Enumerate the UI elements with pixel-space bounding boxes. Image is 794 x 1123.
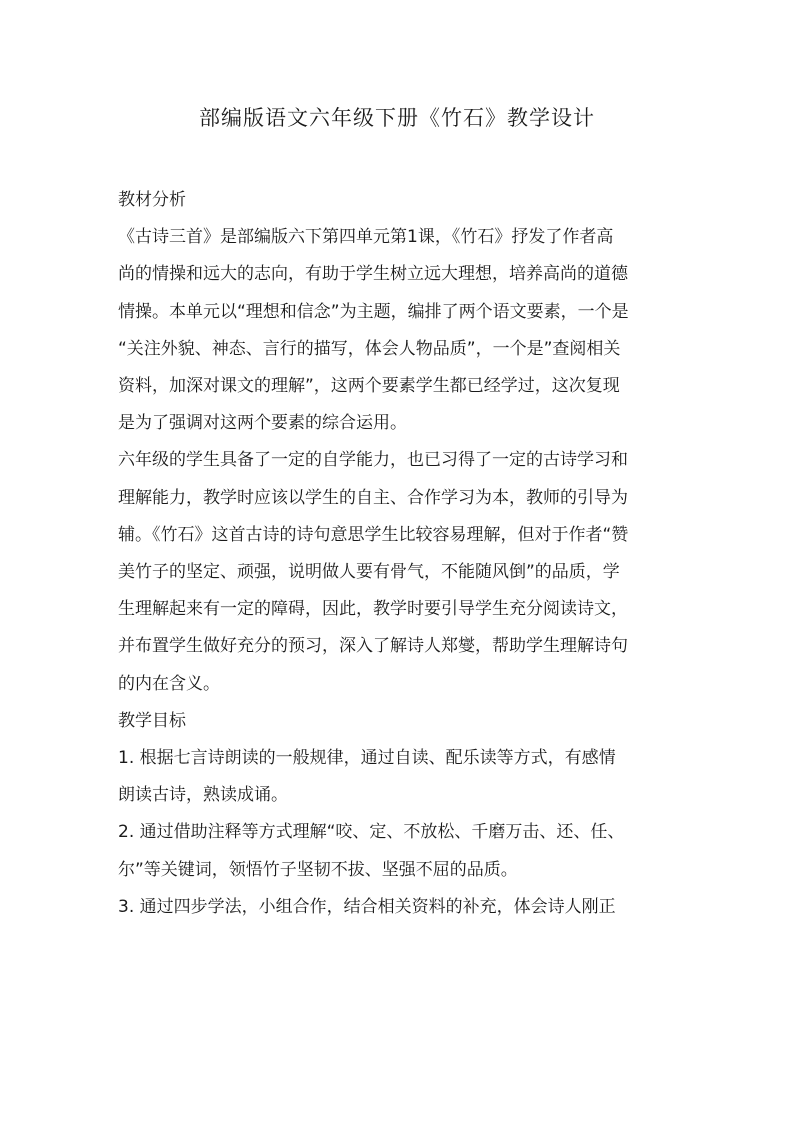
objective-item-1 bbox=[118, 740, 688, 814]
text-line: “关注外貌、神态、言行的描写，体会人物品质”，一个是”查阅相关 bbox=[118, 338, 621, 359]
text-line: 并布置学生做好充分的预习，深入了解诗人郑燮，帮助学生理解诗句 bbox=[118, 636, 628, 657]
text-line: 辅。《竹石》这首古诗的诗句意思学生比较容易理解，但对于作者“赞 bbox=[118, 524, 629, 545]
text-line: 资料，加深对课文的理解”，这两个要素学生都已经学过，这次复现 bbox=[118, 376, 620, 397]
paragraph-analysis-1 bbox=[118, 219, 688, 442]
text-line: 朗读古诗，熟读成诵。 bbox=[118, 785, 288, 806]
paragraph-analysis-2 bbox=[118, 442, 688, 702]
text-line: 2. 通过借助注释等方式理解“咬、定、不放松、千磨万击、还、任、 bbox=[118, 822, 625, 843]
text-line: 生理解起来有一定的障碍，因此，教学时要引导学生充分阅读诗文， bbox=[118, 599, 628, 620]
text-line: 美竹子的坚定、顽强，说明做人要有骨气，不能随风倒”的品质，学 bbox=[118, 562, 620, 583]
text-line: 的内在含义。 bbox=[118, 673, 220, 694]
document-title: 部编版语文六年级下册《竹石》教学设计 bbox=[199, 106, 595, 130]
text-line: 理解能力，教学时应该以学生的自主、合作学习为本，教师的引导为 bbox=[118, 487, 628, 508]
text-line: 1. 根据七言诗朗读的一般规律，通过自读、配乐读等方式，有感情 bbox=[118, 748, 616, 769]
text-line: 尚的情操和远大的志向，有助于学生树立远大理想，培养高尚的道德 bbox=[118, 264, 628, 285]
text-line: 3. 通过四步学法，小组合作，结合相关资料的补充，体会诗人刚正 bbox=[118, 896, 616, 917]
text-line: 《古诗三首》是部编版六下第四单元第1课，《竹石》抒发了作者高 bbox=[118, 227, 614, 248]
text-line: 尔”等关键词，领悟竹子坚韧不拔、坚强不屈的品质。 bbox=[118, 859, 518, 880]
section-heading-analysis: 教材分析 bbox=[118, 190, 186, 210]
text-line: 情操。本单元以“理想和信念”为主题，编排了两个语文要素，一个是 bbox=[118, 301, 629, 322]
document-body bbox=[118, 182, 688, 926]
objective-item-2 bbox=[118, 814, 688, 888]
text-line: 六年级的学生具备了一定的自学能力，也已习得了一定的古诗学习和 bbox=[118, 450, 628, 471]
text-line: 是为了强调对这两个要素的综合运用。 bbox=[118, 413, 407, 434]
section-heading-objectives: 教学目标 bbox=[118, 710, 186, 731]
objective-item-3 bbox=[118, 889, 688, 926]
